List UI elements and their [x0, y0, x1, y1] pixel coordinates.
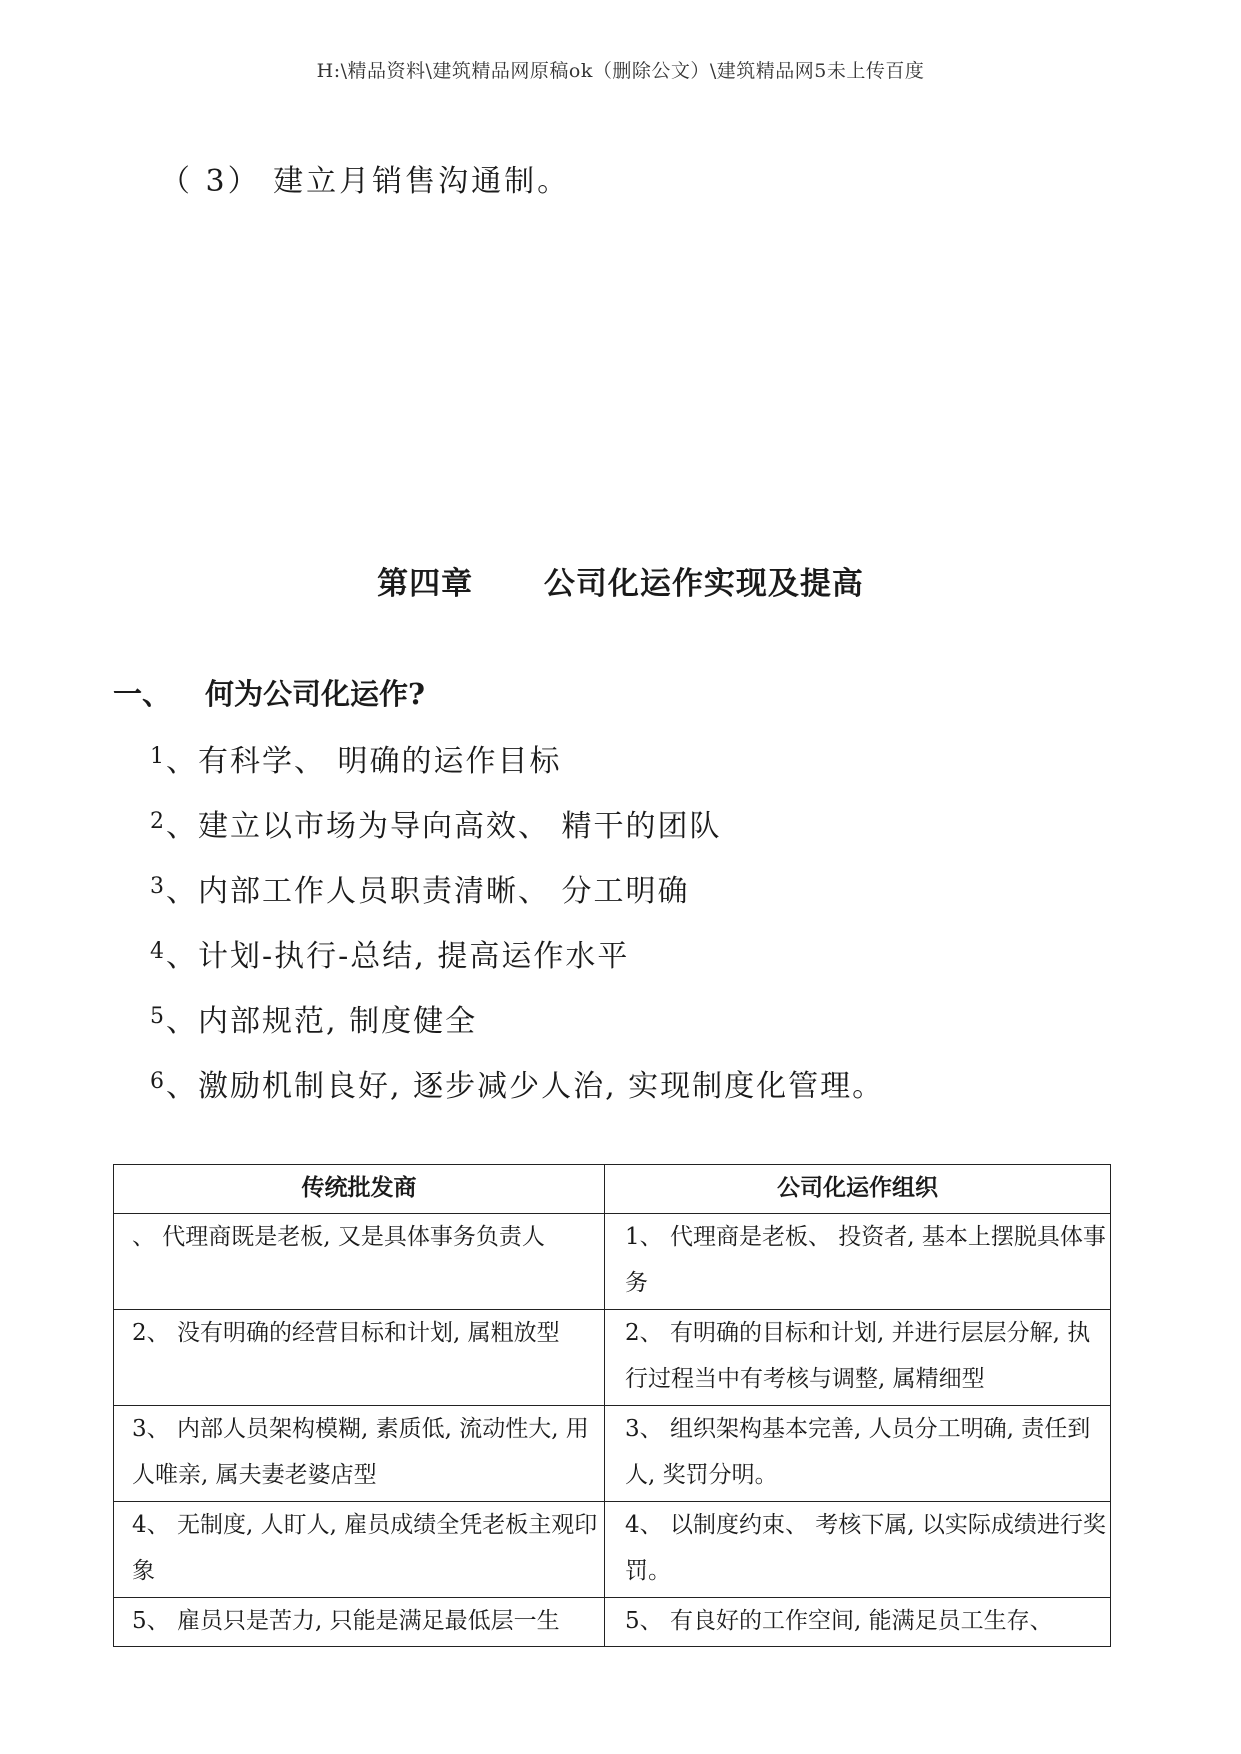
item-number: 6: [150, 1069, 166, 1094]
list-item: [150, 996, 884, 1061]
item-text: 、内部规范, 制度健全: [166, 1004, 478, 1039]
table-cell-traditional: 5、 雇员只是苦力, 只能是满足最低层一生: [114, 1598, 605, 1647]
table-cell-traditional: 、 代理商既是老板, 又是具体事务负责人: [114, 1214, 605, 1310]
table-cell-traditional: 2、 没有明确的经营目标和计划, 属粗放型: [114, 1310, 605, 1406]
list-item: [150, 1061, 884, 1126]
section-title: 何为公司化运作?: [205, 677, 426, 711]
chapter-title: 第四章 公司化运作实现及提高: [377, 566, 864, 602]
item-number: 2: [150, 809, 166, 834]
header-file-path: H:\精品资料\建筑精品网原稿ok（删除公文）\建筑精品网5未上传百度: [316, 60, 925, 82]
table-cell-traditional: 4、 无制度, 人盯人, 雇员成绩全凭老板主观印象: [114, 1502, 605, 1598]
comparison-table: [113, 1164, 1111, 1647]
column-header-traditional: 传统批发商: [114, 1165, 605, 1214]
section-heading: [113, 672, 425, 713]
table-cell-corporate: 5、 有良好的工作空间, 能满足员工生存、: [605, 1598, 1111, 1647]
table-cell-corporate: 1、 代理商是老板、 投资者, 基本上摆脱具体事务: [605, 1214, 1111, 1310]
table-row: [114, 1598, 1111, 1647]
table-row: [114, 1214, 1111, 1310]
item-text: 、内部工作人员职责清晰、 分工明确: [166, 874, 690, 909]
item-number: 3: [150, 874, 166, 899]
item-text: 、激励机制良好, 逐步减少人治, 实现制度化管理。: [166, 1069, 885, 1104]
previous-list-item: （ 3） 建立月销售沟通制。: [160, 164, 571, 199]
table-header-row: [114, 1165, 1111, 1214]
table-cell-traditional: 3、 内部人员架构模糊, 素质低, 流动性大, 用人唯亲, 属夫妻老婆店型: [114, 1406, 605, 1502]
column-header-corporate: 公司化运作组织: [605, 1165, 1111, 1214]
item-text: 、建立以市场为导向高效、 精干的团队: [166, 809, 722, 844]
table-cell-corporate: 2、 有明确的目标和计划, 并进行层层分解, 执行过程当中有考核与调整, 属精细型: [605, 1310, 1111, 1406]
table-cell-corporate: 3、 组织架构基本完善, 人员分工明确, 责任到人, 奖罚分明。: [605, 1406, 1111, 1502]
section-number: 一、: [113, 677, 172, 711]
table-row: [114, 1502, 1111, 1598]
list-item: [150, 801, 884, 866]
list-item: [150, 736, 884, 801]
list-item: [150, 866, 884, 931]
table-row: [114, 1310, 1111, 1406]
list-item: [150, 931, 884, 996]
item-number: 1: [150, 744, 166, 769]
table-cell-corporate: 4、 以制度约束、 考核下属, 以实际成绩进行奖罚。: [605, 1502, 1111, 1598]
points-list: [150, 736, 884, 1126]
item-number: 5: [150, 1004, 166, 1029]
item-number: 4: [150, 939, 166, 964]
item-text: 、有科学、 明确的运作目标: [166, 744, 562, 779]
item-text: 、计划-执行-总结, 提高运作水平: [166, 939, 630, 974]
table-row: [114, 1406, 1111, 1502]
